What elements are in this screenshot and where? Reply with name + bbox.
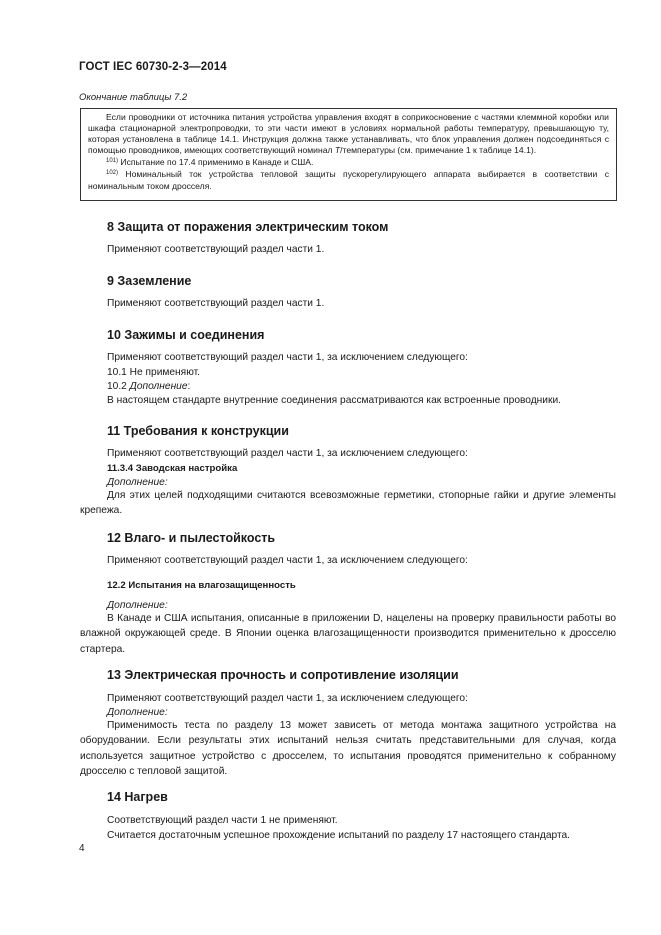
section-12-subtitle: 12.2 Испытания на влагозащищенность xyxy=(107,580,296,591)
section-11-paragraph: Для этих целей подходящими считаются всевозможные герметики, стопорные гайки и другие элементы крепежа. xyxy=(80,490,616,517)
footnote-101-text: Испытание по 17.4 применимо в Канаде и США. xyxy=(118,157,314,168)
section-9-text: Применяют соответствующий раздел части 1. xyxy=(107,298,325,309)
section-14-title: 14 Нагрев xyxy=(107,790,168,804)
footnote-101 xyxy=(88,156,609,168)
section-13-text-1: Применяют соответствующий раздел части 1, за исключением следующего: xyxy=(107,693,468,704)
table-note-box xyxy=(80,108,617,201)
document-id: ГОСТ IEC 60730-2-3—2014 xyxy=(79,61,227,73)
table-note-text-b: /температуры (см. примечание 1 к таблице 14.1). xyxy=(340,145,537,156)
section-10-addition-label: Дополнение xyxy=(129,381,188,392)
footnote-102-text: Номинальный ток устройства тепловой защиты пускорегулирующего аппарата выбирается в соответствии с номинальным током дросселя. xyxy=(88,169,609,191)
section-12-text-1: Применяют соответствующий раздел части 1, за исключением следующего: xyxy=(107,555,468,566)
footnote-101-mark: 101) xyxy=(106,158,119,165)
section-9-title: 9 Заземление xyxy=(107,274,192,288)
section-10-addition-colon: : xyxy=(187,381,191,392)
section-11-text-1: Применяют соответствующий раздел части 1, за исключением следующего: xyxy=(107,448,468,459)
table-note-text xyxy=(88,112,609,156)
section-14-text-1: Соответствующий раздел части 1 не применяют. xyxy=(107,815,338,826)
section-13-paragraph: Применимость теста по разделу 13 может зависеть от метода монтажа защитного устройства на оборудовании. Если результаты этих испытаний нельзя считать представительными для случая, когда используется защитное устройство с дросселем, то испытания проводятся применительно к собранному дросселю с тепловой защитой. xyxy=(80,720,616,777)
section-10-addition xyxy=(107,381,190,392)
section-10-addition-number: 10.2 xyxy=(107,381,130,392)
section-8-title: 8 Защита от поражения электрическим током xyxy=(107,220,389,234)
footnote-102-mark: 102) xyxy=(106,170,119,177)
section-8-text: Применяют соответствующий раздел части 1. xyxy=(107,244,325,255)
table-note-text-a: Если проводники от источника питания устройства управления входят в соприкосновение с частями клеммной коробки или шкафа стационарной электропроводки, то эти части имеют в условиях нормальной работы температуру, превышающую ту, которая установлена в таблице 14.1. Инструкция должна также устанавливать, что блок управления должен подсоединяться с помощью проводников, имеющих соответствующий номинал xyxy=(88,112,609,156)
section-10-text-4: В настоящем стандарте внутренние соединения рассматриваются как встроенные проводники. xyxy=(107,395,561,406)
section-11-addition: Дополнение: xyxy=(107,477,168,488)
section-10-text-1: Применяют соответствующий раздел части 1, за исключением следующего: xyxy=(107,352,468,363)
section-14-text-2: Считается достаточным успешное прохождение испытаний по разделу 17 настоящего стандарта. xyxy=(107,830,571,841)
section-10-text-2: 10.1 Не применяют. xyxy=(107,367,200,378)
section-11-subtitle: 11.3.4 Заводская настройка xyxy=(107,463,238,474)
section-10-title: 10 Зажимы и соединения xyxy=(107,328,265,342)
section-12-title: 12 Влаго- и пылестойкость xyxy=(107,531,276,545)
table-caption: Окончание таблицы 7.2 xyxy=(79,92,188,103)
section-13-addition: Дополнение: xyxy=(107,707,168,718)
section-13-title: 13 Электрическая прочность и сопротивление изоляции xyxy=(107,668,459,682)
page-number: 4 xyxy=(79,843,85,854)
footnote-102 xyxy=(88,168,609,191)
section-12-addition: Дополнение: xyxy=(107,600,168,611)
section-12-paragraph: В Канаде и США испытания, описанные в приложении D, нацелены на проверку правильности работы во влажной окружающей среде. В Японии оценка влагозащищенности производится применительно к дросселю стартера. xyxy=(80,613,616,655)
section-11-title: 11 Требования к конструкции xyxy=(107,424,289,438)
table-note-symbol-t: T xyxy=(334,145,341,156)
